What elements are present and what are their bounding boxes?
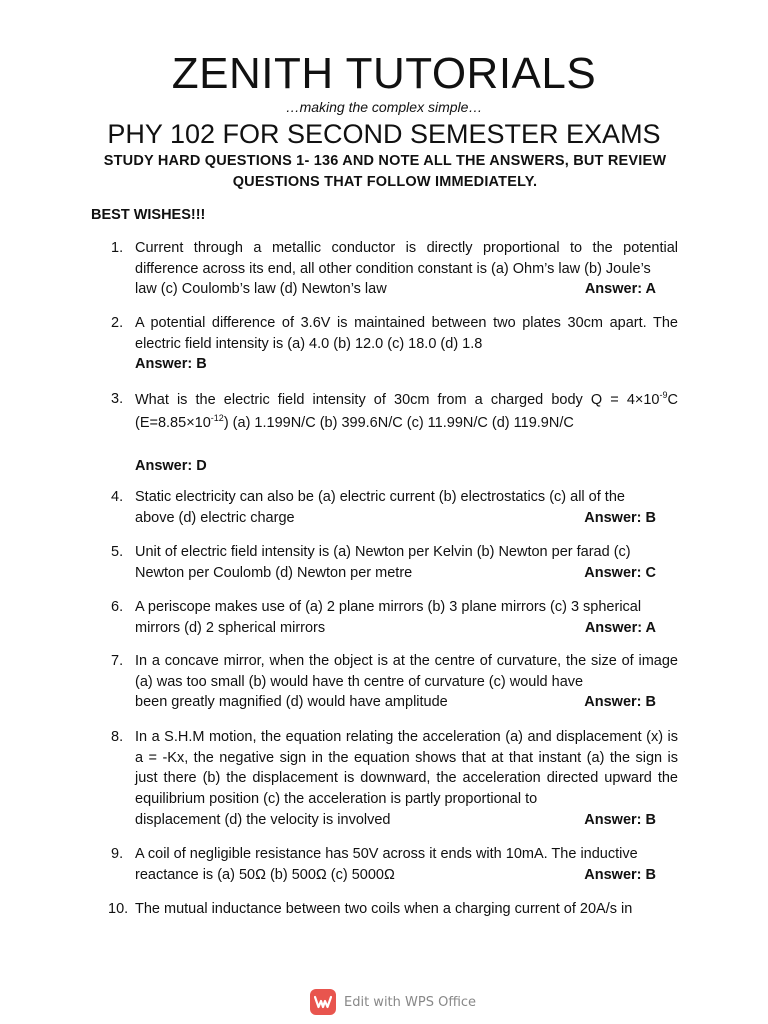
question-text-end: Newton per Coulomb (d) Newton per metre bbox=[135, 564, 413, 581]
question-number: 2. bbox=[111, 315, 124, 331]
study-instructions: STUDY HARD QUESTIONS 1- 136 AND NOTE ALL THE ANSWERS, BUT REVIEW QUESTIONS THAT FOLLOW IMMEDIATELY. bbox=[103, 153, 667, 190]
question-text: A periscope makes use of (a) 2 plane mirrors (b) 3 plane mirrors (c) 3 spherical bbox=[135, 599, 642, 615]
answer-label: Answer: B bbox=[584, 866, 656, 883]
question-item bbox=[91, 542, 678, 583]
question-item bbox=[91, 238, 678, 300]
question-text: The mutual inductance between two coils when a charging current of 20A/s in bbox=[135, 901, 633, 917]
question-item bbox=[91, 899, 678, 920]
best-wishes: BEST WISHES!!! bbox=[91, 207, 206, 223]
question-text-end: law (c) Coulomb’s law (d) Newton’s law bbox=[135, 281, 387, 298]
question-text: In a S.H.M motion, the equation relating the acceleration (a) and displacement (x) is a = -Kx, the negative sign in the equation shows that at that instant (a) the sign is just there (b) the displacement is downward, the acceleration directed upward the equilibrium position (c) the acceleration is partly proportional to bbox=[135, 729, 678, 808]
exam-subtitle: PHY 102 FOR SECOND SEMESTER EXAMS bbox=[107, 119, 661, 149]
edit-with-wps-button[interactable] bbox=[310, 986, 476, 1018]
question-item bbox=[91, 389, 678, 478]
question-number: 3. bbox=[111, 391, 124, 407]
question-number: 9. bbox=[111, 846, 124, 862]
page-title: ZENITH TUTORIALS bbox=[171, 49, 597, 98]
question-text-end: reactance is (a) 50Ω (b) 500Ω (c) 5000Ω bbox=[135, 866, 395, 883]
question-item bbox=[91, 313, 678, 375]
answer-label: Answer: B bbox=[584, 694, 656, 711]
question-text: Static electricity can also be (a) electric current (b) electrostatics (c) all of the bbox=[135, 489, 625, 505]
tagline: …making the complex simple… bbox=[285, 99, 483, 115]
edit-with-wps-label: Edit with WPS Office bbox=[344, 994, 477, 1010]
question-item bbox=[91, 727, 678, 831]
answer-label: Answer: B bbox=[584, 509, 656, 526]
answer-label: Answer: C bbox=[584, 564, 656, 581]
question-item bbox=[91, 844, 678, 885]
question-text-end: displacement (d) the velocity is involved bbox=[135, 811, 391, 828]
wps-office-logo-icon bbox=[310, 989, 336, 1015]
question-number: 1. bbox=[111, 240, 124, 256]
question-number: 8. bbox=[111, 729, 124, 745]
question-number: 4. bbox=[111, 489, 124, 505]
answer-label: Answer: B bbox=[135, 356, 207, 373]
question-number: 5. bbox=[111, 544, 124, 560]
question-item bbox=[91, 487, 678, 528]
answer-label: Answer: A bbox=[584, 619, 656, 636]
question-text: A coil of negligible resistance has 50V across it ends with 10mA. The inductive bbox=[135, 846, 638, 862]
question-text: A potential difference of 3.6V is maintained between two plates 30cm apart. The electric field intensity is (a) 4.0 (b) 12.0 (c) 18.0 (d) 1.8 bbox=[135, 315, 678, 352]
question-item bbox=[91, 597, 678, 638]
question-number: 10. bbox=[108, 901, 129, 917]
question-number: 7. bbox=[111, 653, 124, 669]
answer-label: Answer: D bbox=[135, 458, 207, 474]
question-text-end: above (d) electric charge bbox=[135, 509, 295, 526]
question-text-end: mirrors (d) 2 spherical mirrors bbox=[135, 619, 326, 636]
question-text: What is the electric field intensity of 30cm from a charged body $Q = 4\times 10^{-9}C$ $(E=8.85\times 10^{-12})$ (a) 1.199N/C (b) 399.6N/C (c) 11.99N/C (d) 119.9N/C bbox=[135, 390, 678, 431]
question-text-end: been greatly magnified (d) would have amplitude bbox=[135, 694, 448, 711]
question-number: 6. bbox=[111, 599, 124, 615]
question-text: In a concave mirror, when the object is at the centre of curvature, the size of image (a) was too small (b) would have th centre of curvature (c) would have bbox=[135, 653, 678, 690]
question-text: Current through a metallic conductor is directly proportional to the potential difference across its end, all other condition constant is (a) Ohm’s law (b) Joule’s bbox=[135, 240, 678, 277]
answer-label: Answer: A bbox=[584, 281, 656, 298]
question-text: Unit of electric field intensity is (a) Newton per Kelvin (b) Newton per farad (c) bbox=[135, 544, 631, 560]
question-item bbox=[91, 651, 678, 713]
answer-label: Answer: B bbox=[584, 811, 656, 828]
